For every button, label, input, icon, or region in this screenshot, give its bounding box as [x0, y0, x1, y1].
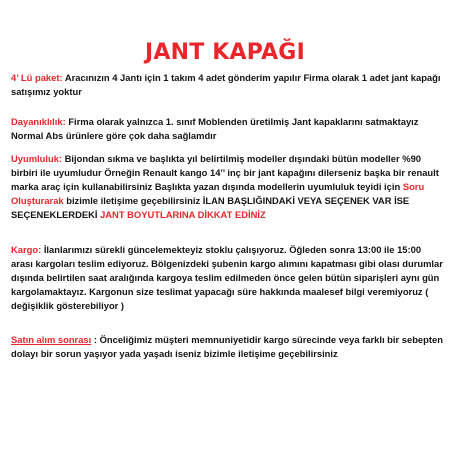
section-shipping	[11, 243, 443, 313]
section-after-sale	[11, 333, 443, 361]
section-shipping-text	[11, 243, 443, 313]
section-compatibility-text	[11, 152, 443, 222]
section-compatibility	[11, 152, 443, 222]
section-package-label: 4’ Lü paket:	[11, 72, 63, 83]
section-after-sale-label: Satın alım sonrası	[11, 334, 92, 345]
section-compatibility-body-1: Bijondan sıkma ve başlıkta yıl belirtilmiş modeller dışındaki bütün modeller %90 birbiri ile uyumludur Örneğin Renault kango 14’’ inç bir jant kapağını dilerseniz başka bir renault marka araç için kullanabilirsiniz Başlıkta yazan dışında modellerin uyumluluk teyidi için	[11, 153, 439, 192]
section-compatibility-label: Uyumluluk:	[11, 153, 63, 164]
ask-question-highlight: Soru Oluşturarak	[11, 181, 425, 206]
section-durability	[11, 115, 443, 143]
section-package-text	[11, 71, 443, 99]
section-durability-text	[11, 115, 443, 143]
page-title: JANT KAPAĞI	[145, 40, 305, 65]
section-after-sale-text	[11, 333, 443, 361]
section-package-body: Aracınızın 4 Jantı için 1 takım 4 adet gönderim yapılır Firma olarak 1 adet jant kapağı satışımız yoktur	[11, 72, 441, 97]
section-compatibility-body-2: bizimle iletişime geçebilirsiniz İLAN BAŞLIĞINDAKİ VEYA SEÇENEK VAR İSE SEÇENEKLERDEKİ	[11, 195, 410, 220]
section-after-sale-body: : Önceliğimiz müşteri memnuniyetidir kargo sürecinde veya farklı bir sebepten dolayı bir sorun yaşıyor yada yaşadı iseniz bizimle iletişime geçebilirsiniz	[11, 334, 443, 359]
rim-size-warning: JANT BOYUTLARINA DİKKAT EDİNİZ	[100, 209, 266, 220]
section-durability-body: Firma olarak yalnızca 1. sınıf Moblenden üretilmiş Jant kapaklarını satmaktayız Normal Abs ürünlere göre çok daha sağlamdır	[11, 116, 419, 141]
section-shipping-body: İlanlarımızı sürekli güncelemekteyiz stoklu çalışıyoruz. Öğleden sonra 13:00 ile 15:00 arası kargoları teslim ediyoruz. Bölgenizdeki şubenin kargo alımını kapatması gibi olası durumlar dışında belirtilen saat aralığında kargoya teslim edilmeden önce gelen bütün siparişleri aynı gün kargolamaktayız. Kargonun size teslimat yapacağı süre hakkında maalesef bilgi veremiyoruz ( değişiklik gösterebiliyor )	[11, 244, 443, 311]
section-shipping-label: Kargo:	[11, 244, 42, 255]
section-durability-label: Dayanıklılık:	[11, 116, 66, 127]
section-package	[11, 71, 443, 99]
